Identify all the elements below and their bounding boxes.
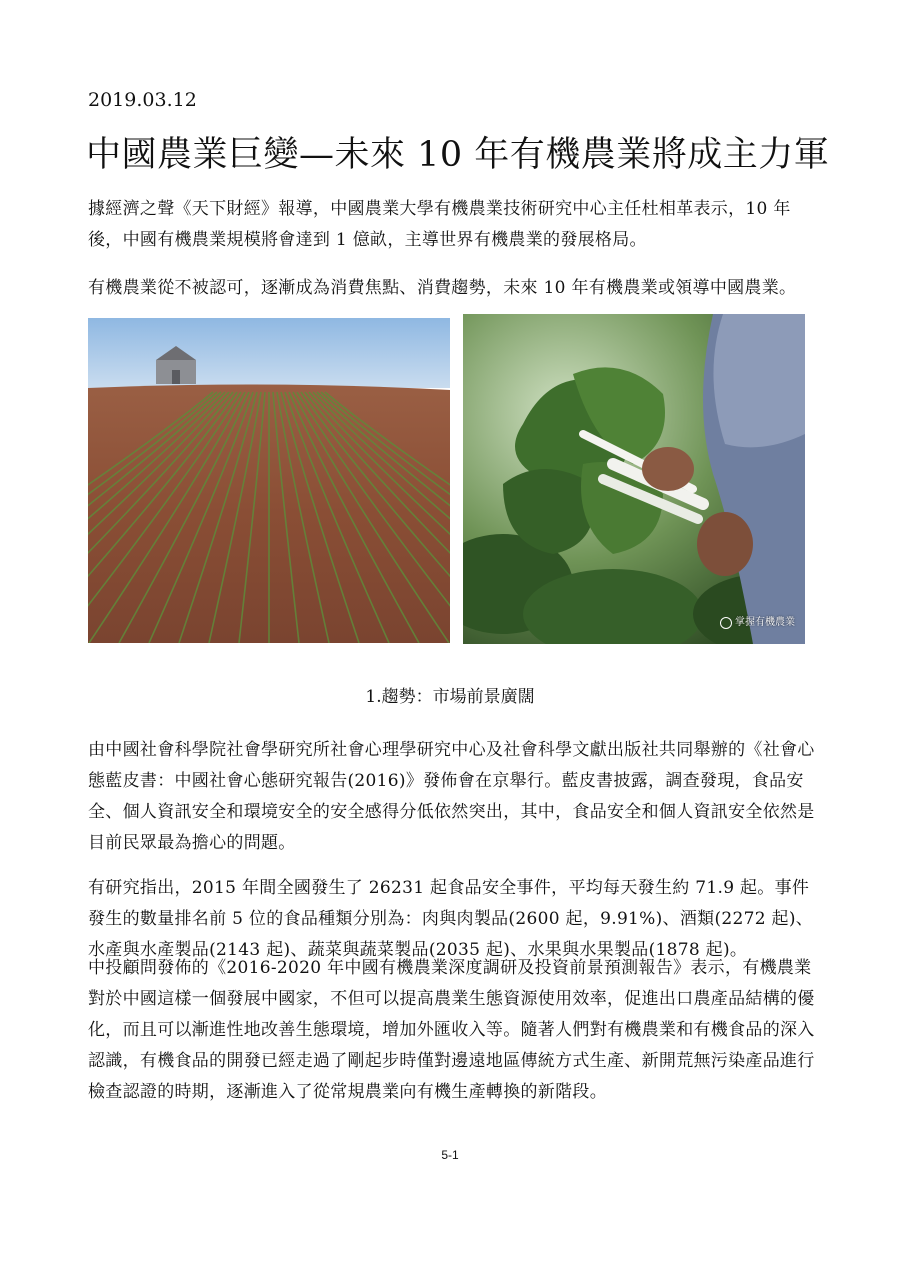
harvest-photo <box>463 314 805 644</box>
farm-field-photo <box>88 318 450 643</box>
document-date: 2019.03.12 <box>88 89 197 111</box>
paragraph-intro: 據經濟之聲《天下財經》報導，中國農業大學有機農業技術研究中心主任杜相革表示，10 年後，中國有機農業規模將會達到 1 億畝，主導世界有機農業的發展格局。 <box>88 199 791 250</box>
wechat-icon <box>720 617 732 629</box>
paragraph-report: 中投顧問發佈的《2016-2020 年中國有機農業深度調研及投資前景預測報告》表示，有機農業對於中國這樣一個發展中國家，不但可以提高農業生態資源使用效率，促進出口農產品結構的優化，而且可以漸進性地改善生態環境，增加外匯收入等。隨著人們對有機農業和有機食品的深入認識，有機食品的開發已經走過了剛起步時僅對邊遠地區傳統方式生產、新開荒無污染產品進行檢查認證的時期，逐漸進入了從常規農業向有機生產轉換的新階段。 <box>88 958 815 1102</box>
paragraph-trend: 有機農業從不被認可，逐漸成為消費焦點、消費趨勢，未來 10 年有機農業或領導中國農業。 <box>88 278 797 298</box>
document-title: 中國農業巨變—未來 10 年有機農業將成主力軍 <box>86 135 830 175</box>
figure-caption: 1.趨勢：市場前景廣闊 <box>365 687 535 707</box>
page-number: 5-1 <box>441 1148 459 1162</box>
photo-watermark <box>720 616 795 630</box>
paragraph-bluebook: 由中國社會科學院社會學研究所社會心理學研究中心及社會科學文獻出版社共同舉辦的《社會心態藍皮書：中國社會心態研究報告(2016)》發佈會在京舉行。藍皮書披露，調查發現，食品安全、個人資訊安全和環境安全的安全感得分低依然突出，其中，食品安全和個人資訊安全依然是目前民眾最為擔心的問題。 <box>88 740 815 853</box>
watermark-text: 掌握有機農業 <box>735 617 795 628</box>
paragraph-food-safety: 有研究指出，2015 年間全國發生了 26231 起食品安全事件，平均每天發生約 71.9 起。事件發生的數量排名前 5 位的食品種類分別為：肉與肉製品(2600 起，9.91%)、酒類(2272 起)、水產與水產製品(2143 起)、蔬菜與蔬菜製品(2035 起)、水果與水果製品(1878 起)。 <box>88 878 814 960</box>
